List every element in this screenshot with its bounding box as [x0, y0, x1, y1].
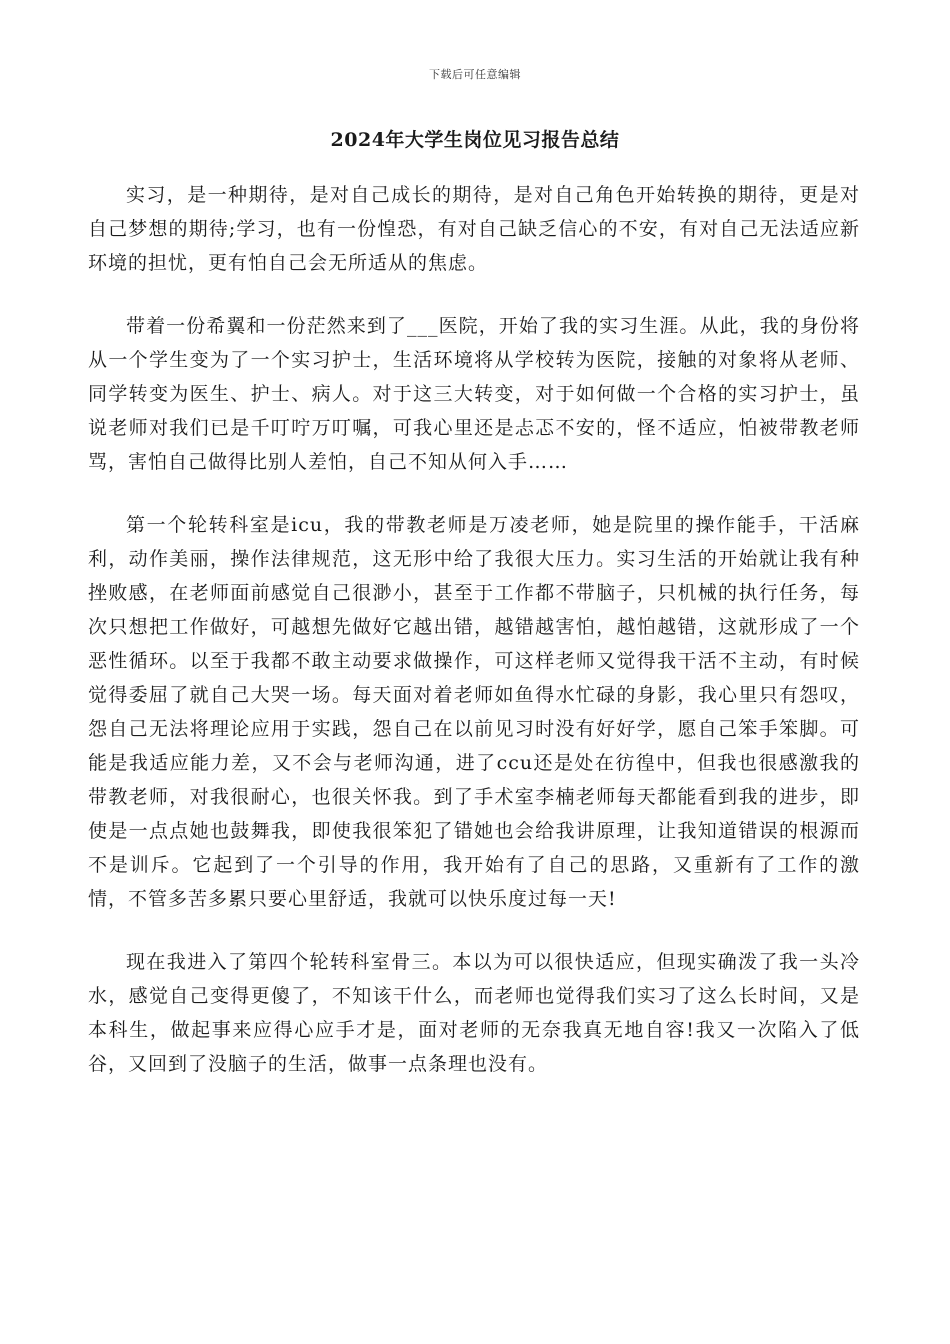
paragraph-3: 第一个轮转科室是icu，我的带教老师是万凌老师，她是院里的操作能手，干活麻利，动作美丽，操作法律规范，这无形中给了我很大压力。实习生活的开始就让我有种挫败感，在老师面前感觉自己很渺小，甚至于工作都不带脑子，只机械的执行任务，每次只想把工作做好，可越想先做好它越出错，越错越害怕，越怕越错，这就形成了一个恶性循环。以至于我都不敢主动要求做操作，可这样老师又觉得我干活不主动，有时候觉得委屈了就自己大哭一场。每天面对着老师如鱼得水忙碌的身影，我心里只有怨叹，怨自己无法将理论应用于实践，怨自己在以前见习时没有好好学，愿自己笨手笨脚。可能是我适应能力差，又不会与老师沟通，进了ccu还是处在彷徨中，但我也很感激我的带教老师，对我很耐心，也很关怀我。到了手术室李楠老师每天都能看到我的进步，即使是一点点她也鼓舞我，即使我很笨犯了错她也会给我讲原理，让我知道错误的根源而不是训斥。它起到了一个引导的作用，我开始有了自己的思路，又重新有了工作的激情，不管多苦多累只要心里舒适，我就可以快乐度过每一天! [88, 514, 860, 910]
document-title: 2024年大学生岗位见习报告总结 [330, 129, 620, 151]
document-body [88, 178, 860, 1110]
paragraph-1: 实习，是一种期待，是对自己成长的期待，是对自己角色开始转换的期待，更是对自己梦想的期待;学习，也有一份惶恐，有对自己缺乏信心的不安，有对自己无法适应新环境的担忧，更有怕自己会无所适从的焦虑。 [88, 184, 860, 274]
header-note: 下载后可任意编辑 [429, 68, 521, 81]
paragraph-2: 带着一份希翼和一份茫然来到了___医院，开始了我的实习生涯。从此，我的身份将从一个学生变为了一个实习护士，生活环境将从学校转为医院，接触的对象将从老师、同学转变为医生、护士、病人。对于这三大转变，对于如何做一个合格的实习护士，虽说老师对我们已是千叮咛万叮嘱，可我心里还是忐忑不安的，怪不适应，怕被带教老师骂，害怕自己做得比别人差怕，自己不知从何入手…… [88, 315, 860, 473]
paragraph-4: 现在我进入了第四个轮转科室骨三。本以为可以很快适应，但现实确泼了我一头冷水，感觉自己变得更傻了，不知该干什么，而老师也觉得我们实习了这么长时间，又是本科生，做起事来应得心应手才是，面对老师的无奈我真无地自容!我又一次陷入了低谷，又回到了没脑子的生活，做事一点条理也没有。 [88, 951, 860, 1075]
